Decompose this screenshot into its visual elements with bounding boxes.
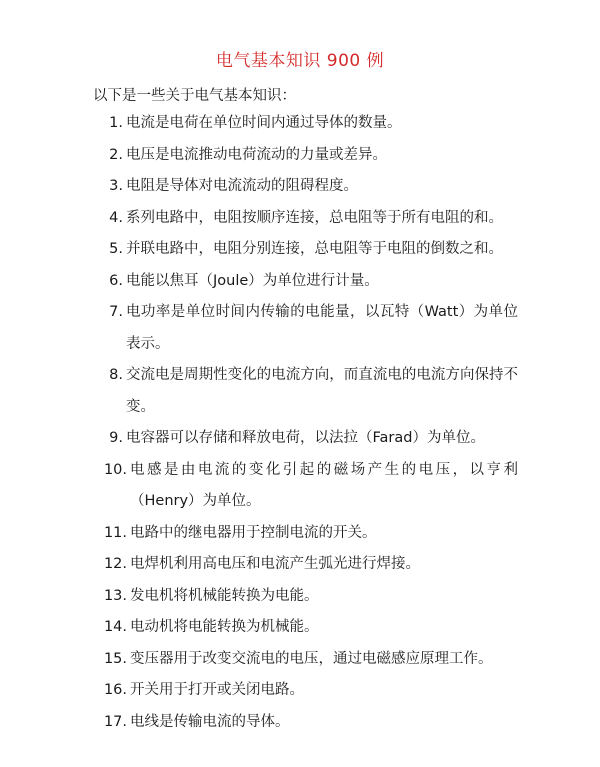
item-number: 16.: [103, 682, 127, 698]
list-item: [0, 675, 600, 707]
list-item: [0, 108, 600, 140]
intro-text: 以下是一些关于电气基本知识：: [93, 88, 296, 104]
item-text: 并联电路中，电阻分别连接，总电阻等于电阻的倒数之和。: [126, 241, 503, 257]
item-number: 15.: [103, 650, 127, 667]
item-text: 电感是由电流的变化引起的磁场产生的电压，以亨利（Henry）为单位。: [130, 461, 518, 509]
item-number: 3.: [109, 178, 123, 194]
item-number: 11.: [103, 524, 127, 541]
item-number: 2.: [109, 146, 123, 163]
page-title: 电气基本知识 900 例: [215, 51, 385, 71]
item-number: 10.: [103, 461, 127, 478]
item-text: 电路中的继电器用于控制电流的开关。: [130, 524, 377, 541]
item-text: 变压器用于改变交流电的电压，通过电磁感应原理工作。: [130, 650, 493, 667]
list-item: [0, 581, 600, 613]
list-item: [0, 266, 600, 298]
item-text: 电功率是单位时间内传输的电能量，以瓦特（Watt）为单位表示。: [126, 304, 518, 352]
item-text: 电能以焦耳（Joule）为单位进行计量。: [126, 272, 379, 289]
item-number: 7.: [109, 304, 123, 320]
item-number: 14.: [103, 619, 127, 635]
list-item: [0, 360, 600, 423]
item-number: 5.: [109, 241, 123, 257]
item-number: 8.: [109, 367, 123, 383]
item-number: 1.: [109, 115, 123, 131]
knowledge-list: [0, 108, 600, 738]
list-item: [0, 518, 600, 550]
item-text: 电焊机利用高电压和电流产生弧光进行焊接。: [130, 556, 420, 572]
item-number: 17.: [103, 713, 127, 730]
item-text: 电阻是导体对电流流动的阻碍程度。: [126, 178, 358, 194]
item-number: 6.: [109, 272, 123, 289]
list-item: [0, 234, 600, 266]
list-item: [0, 423, 600, 455]
item-number: 9.: [109, 430, 123, 446]
list-item: [0, 549, 600, 581]
item-number: 12.: [103, 556, 127, 572]
list-item: [0, 203, 600, 235]
list-item: [0, 455, 600, 518]
item-text: 电流是电荷在单位时间内通过导体的数量。: [126, 115, 402, 131]
item-text: 电压是电流推动电荷流动的力量或差异。: [126, 146, 387, 163]
item-text: 电容器可以存储和释放电荷，以法拉（Farad）为单位。: [126, 430, 485, 446]
list-item: [0, 297, 600, 360]
item-number: 13.: [103, 587, 127, 604]
list-item: [0, 707, 600, 739]
item-text: 系列电路中，电阻按顺序连接，总电阻等于所有电阻的和。: [126, 209, 503, 226]
list-item: [0, 612, 600, 644]
item-text: 发电机将机械能转换为电能。: [130, 587, 319, 604]
list-item: [0, 140, 600, 172]
list-item: [0, 171, 600, 203]
item-text: 电动机将电能转换为机械能。: [130, 619, 319, 635]
list-item: [0, 644, 600, 676]
item-text: 交流电是周期性变化的电流方向，而直流电的电流方向保持不变。: [126, 367, 518, 415]
item-text: 电线是传输电流的导体。: [130, 713, 290, 730]
item-text: 开关用于打开或关闭电路。: [130, 682, 304, 698]
item-number: 4.: [109, 209, 123, 226]
